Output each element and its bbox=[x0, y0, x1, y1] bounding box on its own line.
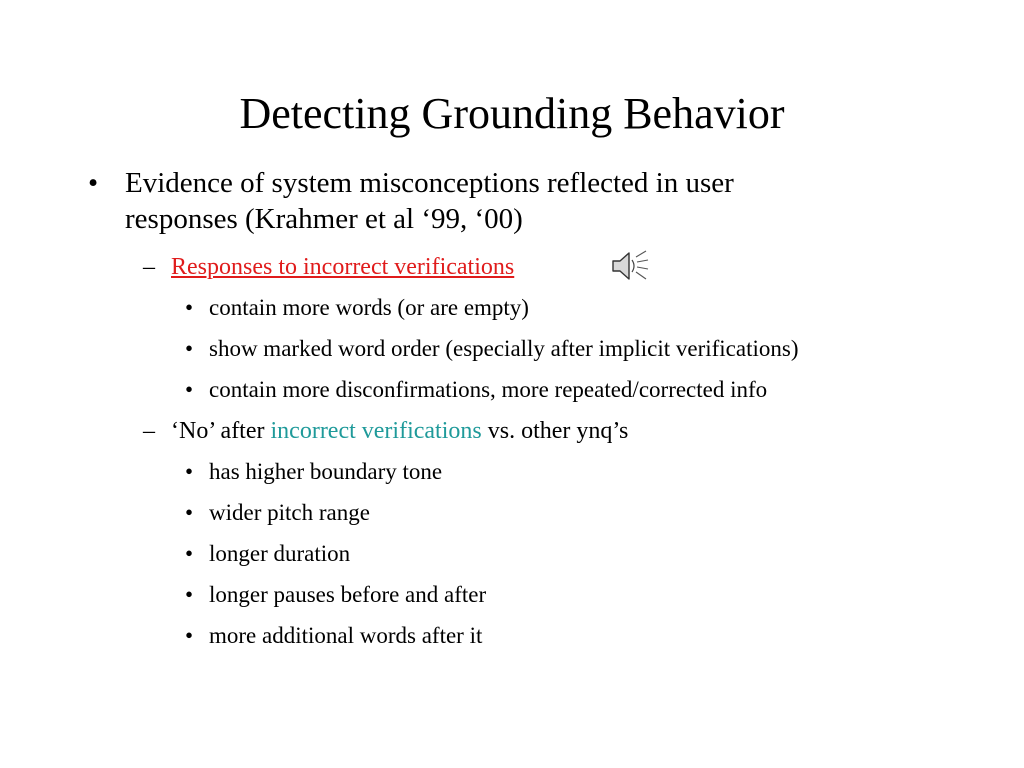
list-item-text: longer duration bbox=[209, 541, 351, 566]
list-item-text: show marked word order (especially after implicit verifications) bbox=[209, 336, 799, 361]
bullet-marker: • bbox=[185, 459, 194, 484]
list-item-text: has higher boundary tone bbox=[209, 459, 443, 484]
list-item-text: contain more disconfirmations, more repeated/corrected info bbox=[209, 377, 768, 402]
dash-marker: – bbox=[143, 254, 155, 280]
list-item bbox=[185, 458, 443, 486]
main-bullet-line-1: Evidence of system misconceptions reflected in user bbox=[125, 167, 734, 199]
main-bullet-line-2: responses (Krahmer et al ‘99, ‘00) bbox=[125, 203, 523, 235]
bullet-marker: • bbox=[185, 500, 194, 525]
responses-link[interactable]: Responses to incorrect verifications bbox=[171, 254, 515, 280]
bullet-marker: • bbox=[185, 377, 194, 402]
bullet-marker: • bbox=[185, 582, 194, 607]
list-item-text: contain more words (or are empty) bbox=[209, 295, 529, 320]
list-item-text: longer pauses before and after bbox=[209, 582, 487, 607]
bullet-marker: • bbox=[185, 541, 194, 566]
list-item-text: more additional words after it bbox=[209, 623, 483, 648]
sub-bullet-no-after bbox=[143, 417, 629, 445]
speaker-icon[interactable] bbox=[610, 249, 652, 283]
sub-bullet-prefix: ‘No’ after bbox=[171, 418, 271, 444]
highlight-text: incorrect verifications bbox=[270, 418, 482, 444]
list-item bbox=[185, 335, 799, 363]
sub-bullet-suffix: vs. other ynq’s bbox=[481, 418, 629, 444]
list-item-text: wider pitch range bbox=[209, 500, 370, 525]
list-item bbox=[185, 622, 483, 650]
list-item bbox=[185, 499, 370, 527]
sub-bullet-responses bbox=[143, 253, 515, 281]
main-bullet bbox=[88, 165, 905, 237]
bullet-marker: • bbox=[88, 167, 99, 199]
bullet-marker: • bbox=[185, 623, 194, 648]
bullet-marker: • bbox=[185, 295, 194, 320]
dash-marker: – bbox=[143, 418, 155, 444]
slide-title: Detecting Grounding Behavior bbox=[239, 89, 785, 138]
list-item bbox=[185, 540, 351, 568]
list-item bbox=[185, 294, 529, 322]
list-item bbox=[185, 376, 768, 404]
list-item bbox=[185, 581, 487, 609]
bullet-marker: • bbox=[185, 336, 194, 361]
